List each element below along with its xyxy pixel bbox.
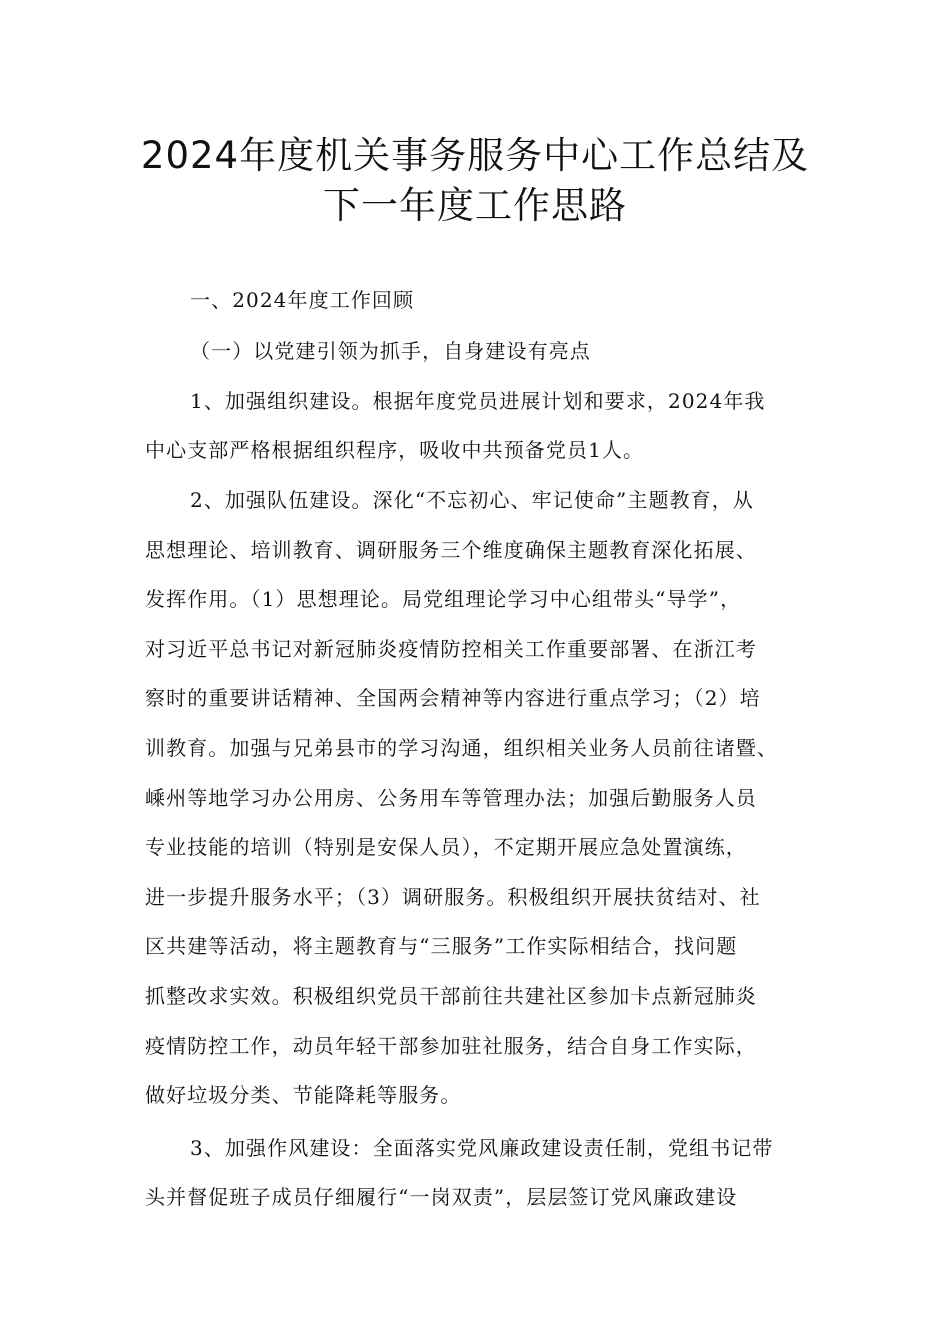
paragraph-line: 区共建等活动，将主题教育与“三服务”工作实际相结合，找问题 <box>145 934 738 958</box>
section-heading: 一、2024年度工作回顾 <box>190 288 415 312</box>
paragraph-line: 嵊州等地学习办公用房、公务用车等管理办法；加强后勤服务人员 <box>145 786 757 810</box>
paragraph-line: 抓整改求实效。积极组织党员干部前往共建社区参加卡点新冠肺炎 <box>145 984 757 1008</box>
document-title-line-2: 下一年度工作思路 <box>323 184 627 227</box>
paragraph-line: 发挥作用。（1）思想理论。局党组理论学习中心组带头“导学”， <box>145 587 742 611</box>
paragraph-line: 1、加强组织建设。根据年度党员进展计划和要求，2024年我 <box>190 389 766 413</box>
paragraph-line: 做好垃圾分类、节能降耗等服务。 <box>145 1083 462 1107</box>
paragraph-line: 3、加强作风建设：全面落实党风廉政建设责任制，党组书记带 <box>190 1136 774 1160</box>
paragraph-line: 察时的重要讲话精神、全国两会精神等内容进行重点学习；（2）培 <box>145 686 761 710</box>
paragraph-line: 中心支部严格根据组织程序，吸收中共预备党员1人。 <box>145 438 645 462</box>
paragraph-line: 训教育。加强与兄弟县市的学习沟通，组织相关业务人员前往诸暨、 <box>145 736 778 760</box>
paragraph-line: 头并督促班子成员仔细履行“一岗双责”，层层签订党风廉政建设 <box>145 1185 738 1209</box>
paragraph-line: 对习近平总书记对新冠肺炎疫情防控相关工作重要部署、在浙江考 <box>145 637 757 661</box>
subsection-heading: （一）以党建引领为抓手，自身建设有亮点 <box>190 339 591 363</box>
paragraph-line: 疫情防控工作，动员年轻干部参加驻社服务，结合自身工作实际， <box>145 1034 757 1058</box>
paragraph-line: 思想理论、培训教育、调研服务三个维度确保主题教育深化拓展、 <box>145 538 757 562</box>
paragraph-line: 进一步提升服务水平；（3）调研服务。积极组织开展扶贫结对、社 <box>145 885 761 909</box>
paragraph-line: 2、加强队伍建设。深化“不忘初心、牢记使命”主题教育，从 <box>190 488 754 512</box>
document-title-line-1: 2024年度机关事务服务中心工作总结及 <box>140 134 810 177</box>
paragraph-line: 专业技能的培训（特别是安保人员），不定期开展应急处置演练， <box>145 835 747 859</box>
